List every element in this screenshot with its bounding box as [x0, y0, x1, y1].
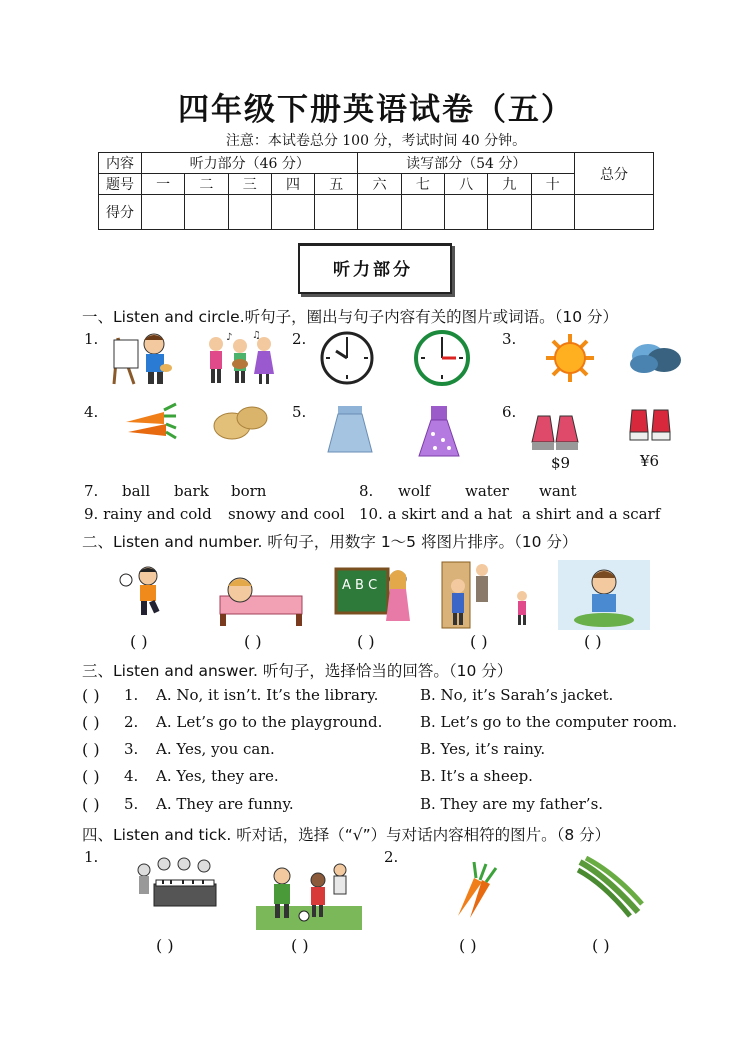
answer-blank[interactable]: ( ): [291, 936, 309, 955]
score-table-score-label: 得分: [99, 195, 142, 230]
score-table-q4: 四: [271, 174, 314, 195]
svg-text:♪: ♪: [226, 332, 233, 343]
score-cell[interactable]: [531, 195, 574, 230]
q4-number: 4.: [84, 403, 99, 421]
boy-eating-image[interactable]: [558, 560, 650, 630]
q1-number: 1.: [84, 848, 99, 866]
answer-blank[interactable]: ( ): [130, 632, 148, 651]
q7-number: 7.: [84, 482, 99, 500]
teacher-at-blackboard-image[interactable]: [334, 563, 414, 627]
answer-blank[interactable]: ( ): [584, 632, 602, 651]
score-table-total: 总分: [575, 153, 654, 195]
exam-note: 注意：本试卷总分 100 分，考试时间 40 分钟。: [225, 133, 527, 149]
carrots-image[interactable]: [120, 402, 178, 444]
score-table-q2: 二: [185, 174, 228, 195]
q2-number: 2.: [384, 848, 399, 866]
kids-playing-football-image[interactable]: [256, 858, 362, 930]
option-b: B. No, it’s Sarah’s jacket.: [420, 686, 614, 704]
q9-option-a[interactable]: 9. rainy and cold: [84, 505, 212, 523]
section2-heading: 二、Listen and number. 听句子，用数字 1～5 将图片排序。（10 分）: [82, 533, 578, 551]
option-a: A. They are funny.: [156, 795, 294, 813]
score-cell-total[interactable]: [575, 195, 654, 230]
boy-painting-image[interactable]: [110, 328, 172, 386]
word-option[interactable]: wolf: [398, 482, 431, 500]
option-a: A. Let’s go to the playground.: [156, 713, 383, 731]
word-option[interactable]: water: [465, 482, 509, 500]
answer-blank[interactable]: ( ): [592, 936, 610, 955]
sun-image[interactable]: [540, 332, 600, 384]
option-b: B. They are my father’s.: [420, 795, 604, 813]
q10-option-a[interactable]: 10. a skirt and a hat: [359, 505, 513, 523]
score-cell[interactable]: [185, 195, 228, 230]
score-table-qnum-label: 题号: [99, 174, 142, 195]
item-number: 3.: [124, 740, 139, 758]
answer-blank[interactable]: ( ): [459, 936, 477, 955]
item-number: 5.: [124, 795, 139, 813]
boy-playing-football-image[interactable]: [118, 564, 174, 622]
score-table-listening: 听力部分（46 分）: [142, 153, 358, 174]
answer-blank[interactable]: ( ): [244, 632, 262, 651]
q3-number: 3.: [502, 330, 517, 348]
girl-in-bed-image[interactable]: [218, 566, 304, 628]
score-table-q7: 七: [401, 174, 444, 195]
score-cell[interactable]: [271, 195, 314, 230]
q5-number: 5.: [292, 403, 307, 421]
option-b: B. It’s a sheep.: [420, 767, 533, 785]
answer-blank[interactable]: ( ): [470, 632, 488, 651]
answer-blank[interactable]: ( ): [82, 686, 100, 705]
score-table: [98, 152, 654, 230]
kids-singing-image[interactable]: [200, 330, 280, 388]
banner-label: 听力部分: [333, 260, 413, 280]
q8-number: 8.: [359, 482, 374, 500]
score-table-readwrite: 读写部分（54 分）: [358, 153, 575, 174]
gloves-image[interactable]: [528, 412, 582, 454]
dress-image[interactable]: [415, 402, 463, 460]
score-cell[interactable]: [358, 195, 401, 230]
kids-playing-piano-image[interactable]: [134, 856, 220, 918]
item-number: 1.: [124, 686, 139, 704]
answer-blank[interactable]: ( ): [82, 795, 100, 814]
option-b: B. Yes, it’s rainy.: [420, 740, 546, 758]
answer-blank[interactable]: ( ): [156, 936, 174, 955]
price-label: ¥6: [640, 452, 660, 470]
item-number: 4.: [124, 767, 139, 785]
potatoes-image[interactable]: [210, 402, 270, 442]
section4-heading: 四、Listen and tick. 听对话，选择（“√”）与对话内容相符的图片。（8 分）: [82, 826, 611, 844]
score-table-q3: 三: [228, 174, 271, 195]
mittens-image[interactable]: [628, 406, 672, 446]
score-cell[interactable]: [445, 195, 488, 230]
word-option[interactable]: want: [539, 482, 577, 500]
skirt-image[interactable]: [324, 402, 376, 456]
section1-heading: 一、Listen and circle.听句子，圈出与句子内容有关的图片或词语。（10 分）: [82, 308, 619, 326]
option-a: A. Yes, you can.: [156, 740, 275, 758]
q9-option-b[interactable]: snowy and cool: [228, 505, 345, 523]
answer-blank[interactable]: ( ): [357, 632, 375, 651]
option-a: A. Yes, they are.: [156, 767, 279, 785]
svg-text:♫: ♫: [252, 330, 261, 341]
q10-option-b[interactable]: a shirt and a scarf: [522, 505, 661, 523]
svg-text:A B C: A B C: [342, 578, 378, 593]
score-cell[interactable]: [488, 195, 531, 230]
score-table-q10: 十: [531, 174, 574, 195]
score-table-q5: 五: [315, 174, 358, 195]
score-table-q8: 八: [445, 174, 488, 195]
answer-blank[interactable]: ( ): [82, 713, 100, 732]
score-table-q1: 一: [142, 174, 185, 195]
word-option[interactable]: born: [231, 482, 267, 500]
option-a: A. No, it isn’t. It’s the library.: [156, 686, 379, 704]
page-title: 四年级下册英语试卷（五）: [178, 92, 574, 128]
score-cell[interactable]: [142, 195, 185, 230]
price-label: $9: [551, 454, 571, 472]
section3-heading: 三、Listen and answer. 听句子，选择恰当的回答。（10 分）: [82, 662, 513, 680]
section-banner: [298, 243, 450, 291]
answer-blank[interactable]: ( ): [82, 767, 100, 786]
item-number: 2.: [124, 713, 139, 731]
q2-number: 2.: [292, 330, 307, 348]
score-table-q9: 九: [488, 174, 531, 195]
answer-blank[interactable]: ( ): [82, 740, 100, 759]
score-table-content-label: 内容: [99, 153, 142, 174]
q1-number: 1.: [84, 330, 99, 348]
clock-image[interactable]: [320, 331, 374, 385]
option-b: B. Let’s go to the computer room.: [420, 713, 678, 731]
word-option[interactable]: ball: [122, 482, 151, 500]
family-image[interactable]: [440, 560, 534, 630]
word-option[interactable]: bark: [174, 482, 209, 500]
carrot-image[interactable]: [452, 858, 502, 920]
cloudy-image[interactable]: [626, 334, 684, 378]
score-cell[interactable]: [401, 195, 444, 230]
clock-image[interactable]: [413, 330, 471, 386]
score-cell[interactable]: [315, 195, 358, 230]
score-table-q6: 六: [358, 174, 401, 195]
score-cell[interactable]: [228, 195, 271, 230]
q6-number: 6.: [502, 403, 517, 421]
green-beans-image[interactable]: [576, 856, 646, 920]
